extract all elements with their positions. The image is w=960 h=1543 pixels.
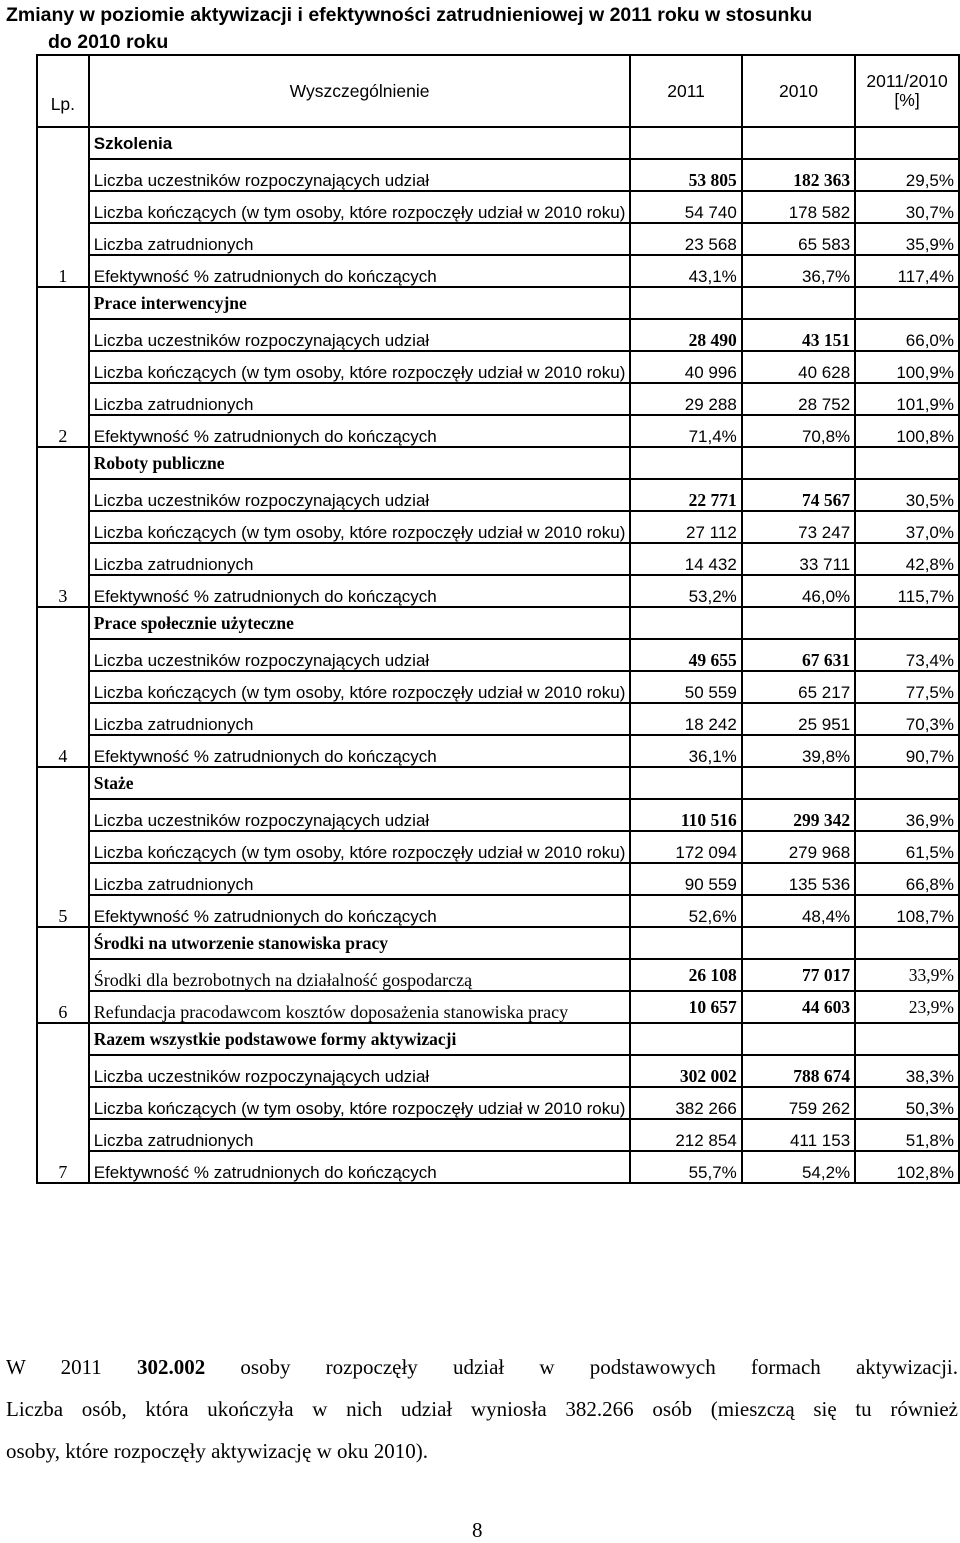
section-name: Prace interwencyjne (89, 287, 631, 319)
table-row (37, 575, 959, 607)
section-name: Staże (89, 767, 631, 799)
cell-v2011: 29 288 (630, 383, 741, 415)
empty-cell (855, 607, 959, 639)
cell-v2011: 36,1% (630, 735, 741, 767)
summary-text: W 2011 (6, 1355, 137, 1379)
cell-v2011: 49 655 (630, 639, 741, 671)
section-header-row (37, 127, 959, 159)
cell-ratio: 36,9% (855, 799, 959, 831)
cell-v2011: 90 559 (630, 863, 741, 895)
cell-ratio: 37,0% (855, 511, 959, 543)
row-label: Liczba kończących (w tym osoby, które rozpoczęły udział w 2010 roku) (89, 671, 631, 703)
cell-ratio: 30,5% (855, 479, 959, 511)
empty-cell (630, 287, 741, 319)
header-description: Wyszczególnienie (89, 55, 631, 127)
cell-ratio: 23,9% (855, 991, 959, 1023)
table-row (37, 735, 959, 767)
table-row (37, 1055, 959, 1087)
row-label: Efektywność % zatrudnionych do kończących (89, 255, 631, 287)
cell-v2010: 67 631 (742, 639, 855, 671)
document-title (6, 2, 956, 56)
section-header-row (37, 767, 959, 799)
title-line-1: Zmiany w poziomie aktywizacji i efektywności zatrudnieniowej w 2011 roku w stosunku (6, 4, 813, 26)
cell-v2011: 26 108 (630, 959, 741, 991)
cell-v2011: 18 242 (630, 703, 741, 735)
empty-cell (742, 287, 855, 319)
cell-ratio: 73,4% (855, 639, 959, 671)
header-ratio: 2011/2010 [%] (855, 55, 959, 127)
table-row (37, 831, 959, 863)
cell-v2010: 46,0% (742, 575, 855, 607)
row-label: Liczba uczestników rozpoczynających udział (89, 799, 631, 831)
cell-ratio: 115,7% (855, 575, 959, 607)
cell-v2010: 788 674 (742, 1055, 855, 1087)
row-label: Środki dla bezrobotnych na działalność gospodarczą (89, 959, 631, 991)
cell-ratio: 29,5% (855, 159, 959, 191)
cell-v2011: 212 854 (630, 1119, 741, 1151)
cell-v2010: 36,7% (742, 255, 855, 287)
row-label: Efektywność % zatrudnionych do kończących (89, 895, 631, 927)
table-row (37, 351, 959, 383)
cell-v2011: 302 002 (630, 1055, 741, 1087)
section-lp: 5 (37, 767, 89, 927)
table-row (37, 223, 959, 255)
cell-ratio: 42,8% (855, 543, 959, 575)
cell-v2011: 52,6% (630, 895, 741, 927)
row-label: Efektywność % zatrudnionych do kończących (89, 575, 631, 607)
table-row (37, 863, 959, 895)
cell-v2010: 28 752 (742, 383, 855, 415)
empty-cell (742, 447, 855, 479)
cell-v2010: 178 582 (742, 191, 855, 223)
table-row (37, 1119, 959, 1151)
cell-v2010: 54,2% (742, 1151, 855, 1183)
cell-ratio: 38,3% (855, 1055, 959, 1087)
table-row (37, 991, 959, 1023)
cell-v2010: 74 567 (742, 479, 855, 511)
cell-v2011: 53,2% (630, 575, 741, 607)
cell-v2010: 40 628 (742, 351, 855, 383)
table-row (37, 255, 959, 287)
cell-v2010: 411 153 (742, 1119, 855, 1151)
cell-ratio: 33,9% (855, 959, 959, 991)
cell-ratio: 100,8% (855, 415, 959, 447)
cell-v2010: 759 262 (742, 1087, 855, 1119)
cell-v2011: 43,1% (630, 255, 741, 287)
row-label: Liczba uczestników rozpoczynających udział (89, 639, 631, 671)
cell-ratio: 35,9% (855, 223, 959, 255)
cell-ratio: 100,9% (855, 351, 959, 383)
empty-cell (742, 607, 855, 639)
table-row (37, 415, 959, 447)
title-line-2: do 2010 roku (48, 31, 169, 53)
cell-v2010: 73 247 (742, 511, 855, 543)
section-lp: 1 (37, 127, 89, 287)
cell-v2010: 182 363 (742, 159, 855, 191)
cell-ratio: 50,3% (855, 1087, 959, 1119)
section-name: Razem wszystkie podstawowe formy aktywizacji (89, 1023, 631, 1055)
section-name: Szkolenia (89, 127, 631, 159)
empty-cell (855, 927, 959, 959)
section-header-row (37, 927, 959, 959)
table-row (37, 543, 959, 575)
cell-v2011: 10 657 (630, 991, 741, 1023)
empty-cell (630, 1023, 741, 1055)
table-header-row (37, 55, 959, 127)
cell-v2010: 65 583 (742, 223, 855, 255)
empty-cell (630, 447, 741, 479)
cell-v2011: 28 490 (630, 319, 741, 351)
table-row (37, 895, 959, 927)
row-label: Liczba uczestników rozpoczynających udział (89, 479, 631, 511)
page-number: 8 (472, 1518, 483, 1542)
header-lp: Lp. (37, 55, 89, 127)
cell-ratio: 70,3% (855, 703, 959, 735)
empty-cell (630, 127, 741, 159)
row-label: Liczba zatrudnionych (89, 703, 631, 735)
cell-ratio: 77,5% (855, 671, 959, 703)
cell-v2011: 22 771 (630, 479, 741, 511)
section-header-row (37, 287, 959, 319)
section-header-row (37, 607, 959, 639)
cell-v2011: 27 112 (630, 511, 741, 543)
table-row (37, 511, 959, 543)
cell-ratio: 61,5% (855, 831, 959, 863)
cell-v2011: 40 996 (630, 351, 741, 383)
section-lp: 7 (37, 1023, 89, 1183)
cell-v2011: 50 559 (630, 671, 741, 703)
cell-v2010: 77 017 (742, 959, 855, 991)
cell-ratio: 108,7% (855, 895, 959, 927)
summary-bold-number: 302.002 (136, 1355, 206, 1379)
row-label: Liczba uczestników rozpoczynających udział (89, 1055, 631, 1087)
empty-cell (855, 1023, 959, 1055)
row-label: Refundacja pracodawcom kosztów doposażenia stanowiska pracy (89, 991, 631, 1023)
row-label: Liczba kończących (w tym osoby, które rozpoczęły udział w 2010 roku) (89, 511, 631, 543)
cell-ratio: 66,8% (855, 863, 959, 895)
row-label: Efektywność % zatrudnionych do kończących (89, 735, 631, 767)
cell-v2011: 23 568 (630, 223, 741, 255)
table-row (37, 639, 959, 671)
row-label: Liczba zatrudnionych (89, 543, 631, 575)
row-label: Liczba zatrudnionych (89, 383, 631, 415)
row-label: Liczba kończących (w tym osoby, które rozpoczęły udział w 2010 roku) (89, 831, 631, 863)
summary-line-3: osoby, które rozpoczęły aktywizację w oku 2010). (6, 1439, 428, 1463)
cell-ratio: 66,0% (855, 319, 959, 351)
cell-v2010: 25 951 (742, 703, 855, 735)
section-name: Roboty publiczne (89, 447, 631, 479)
row-label: Liczba uczestników rozpoczynających udział (89, 159, 631, 191)
summary-line-1 (6, 1346, 958, 1388)
table-row (37, 383, 959, 415)
empty-cell (855, 447, 959, 479)
summary-paragraph (6, 1346, 958, 1472)
empty-cell (855, 767, 959, 799)
table-row (37, 159, 959, 191)
table-row (37, 319, 959, 351)
cell-v2010: 43 151 (742, 319, 855, 351)
table-body (37, 127, 959, 1183)
section-lp: 4 (37, 607, 89, 767)
row-label: Liczba zatrudnionych (89, 1119, 631, 1151)
cell-ratio: 30,7% (855, 191, 959, 223)
cell-v2011: 54 740 (630, 191, 741, 223)
empty-cell (742, 127, 855, 159)
row-label: Efektywność % zatrudnionych do kończących (89, 1151, 631, 1183)
cell-v2011: 53 805 (630, 159, 741, 191)
table-row (37, 799, 959, 831)
empty-cell (742, 767, 855, 799)
table-row (37, 703, 959, 735)
row-label: Liczba kończących (w tym osoby, które rozpoczęły udział w 2010 roku) (89, 351, 631, 383)
empty-cell (630, 767, 741, 799)
cell-v2010: 70,8% (742, 415, 855, 447)
cell-ratio: 101,9% (855, 383, 959, 415)
summary-text: osoby rozpoczęły udział w podstawowych formach aktywizacji. (205, 1355, 958, 1379)
row-label: Liczba zatrudnionych (89, 223, 631, 255)
cell-v2010: 44 603 (742, 991, 855, 1023)
table-row (37, 191, 959, 223)
empty-cell (742, 1023, 855, 1055)
section-name: Środki na utworzenie stanowiska pracy (89, 927, 631, 959)
section-lp: 6 (37, 927, 89, 1023)
cell-v2011: 71,4% (630, 415, 741, 447)
header-2011: 2011 (630, 55, 741, 127)
header-2010: 2010 (742, 55, 855, 127)
activation-table (36, 54, 960, 1184)
cell-v2011: 172 094 (630, 831, 741, 863)
table-row (37, 479, 959, 511)
section-name: Prace społecznie użyteczne (89, 607, 631, 639)
cell-ratio: 51,8% (855, 1119, 959, 1151)
cell-v2010: 135 536 (742, 863, 855, 895)
row-label: Liczba zatrudnionych (89, 863, 631, 895)
cell-v2010: 39,8% (742, 735, 855, 767)
summary-line-2: Liczba osób, która ukończyła w nich udział wyniosła 382.266 osób (mieszczą się tu również (6, 1397, 958, 1421)
table-row (37, 959, 959, 991)
section-header-row (37, 1023, 959, 1055)
section-lp: 3 (37, 447, 89, 607)
cell-ratio: 117,4% (855, 255, 959, 287)
cell-v2010: 299 342 (742, 799, 855, 831)
table-row (37, 1087, 959, 1119)
cell-ratio: 90,7% (855, 735, 959, 767)
table-row (37, 671, 959, 703)
cell-ratio: 102,8% (855, 1151, 959, 1183)
table-row (37, 1151, 959, 1183)
empty-cell (855, 127, 959, 159)
empty-cell (630, 607, 741, 639)
row-label: Liczba uczestników rozpoczynających udział (89, 319, 631, 351)
cell-v2011: 55,7% (630, 1151, 741, 1183)
section-lp: 2 (37, 287, 89, 447)
cell-v2011: 14 432 (630, 543, 741, 575)
cell-v2011: 382 266 (630, 1087, 741, 1119)
empty-cell (630, 927, 741, 959)
row-label: Liczba kończących (w tym osoby, które rozpoczęły udział w 2010 roku) (89, 191, 631, 223)
empty-cell (855, 287, 959, 319)
row-label: Liczba kończących (w tym osoby, które rozpoczęły udział w 2010 roku) (89, 1087, 631, 1119)
cell-v2010: 33 711 (742, 543, 855, 575)
cell-v2010: 48,4% (742, 895, 855, 927)
cell-v2010: 279 968 (742, 831, 855, 863)
row-label: Efektywność % zatrudnionych do kończących (89, 415, 631, 447)
empty-cell (742, 927, 855, 959)
cell-v2010: 65 217 (742, 671, 855, 703)
section-header-row (37, 447, 959, 479)
cell-v2011: 110 516 (630, 799, 741, 831)
